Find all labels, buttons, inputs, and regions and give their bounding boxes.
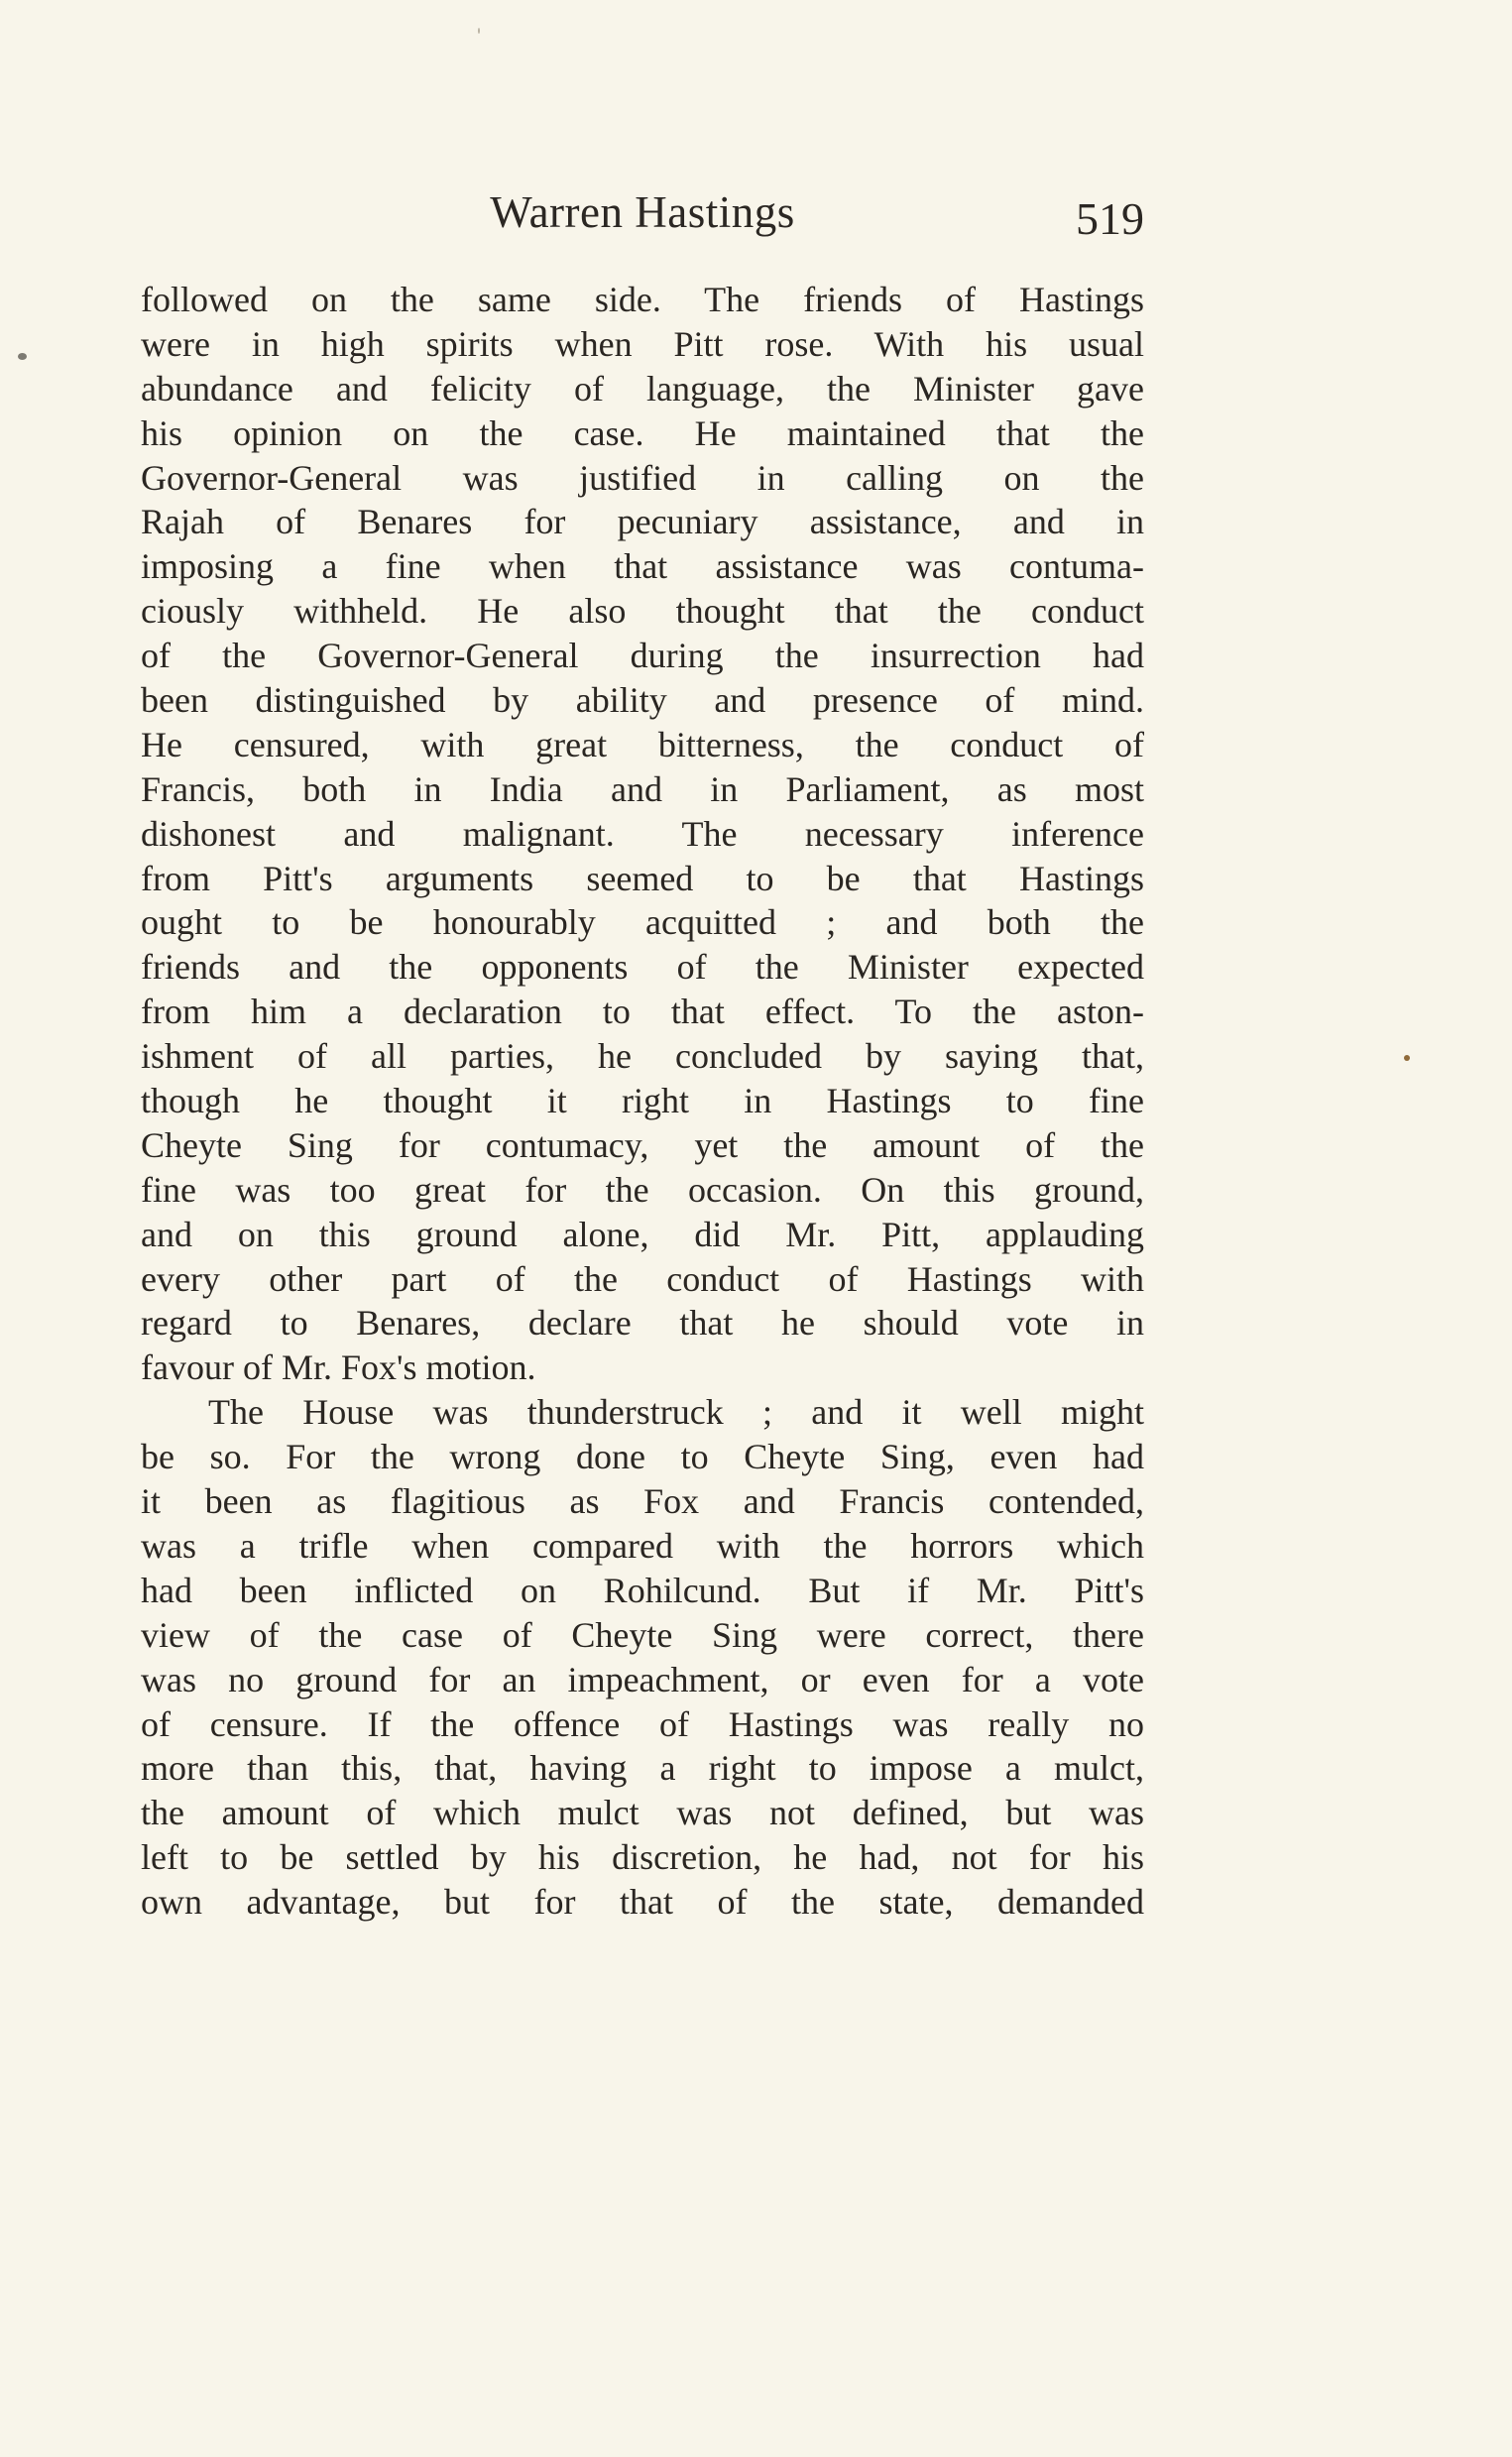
text-line: ought to be honourably acquitted ; and both the <box>141 902 1144 943</box>
text-line: ishment of all parties, he concluded by saying that, <box>141 1036 1144 1077</box>
text-line: ciously withheld. He also thought that the conduct <box>141 591 1144 632</box>
text-line: left to be settled by his discretion, he had, not for his <box>141 1837 1144 1878</box>
text-line: had been inflicted on Rohilcund. But if Mr. Pitt's <box>141 1570 1144 1610</box>
text-line: be so. For the wrong done to Cheyte Sing, even had <box>141 1437 1144 1477</box>
text-line: it been as flagitious as Fox and Francis contended, <box>141 1481 1144 1522</box>
text-line: every other part of the conduct of Hastings with <box>141 1258 1144 1299</box>
paper-speck-left <box>18 353 27 360</box>
paragraph-start-line: The House was thunderstruck ; and it well might <box>208 1392 1144 1433</box>
body-text <box>141 278 1144 1925</box>
paragraph-end-line: favour of Mr. Fox's motion. <box>141 1347 536 1388</box>
text-line: from Pitt's arguments seemed to be that Hastings <box>141 858 1144 898</box>
text-line: been distinguished by ability and presence of mind. <box>141 680 1144 721</box>
text-line: Rajah of Benares for pecuniary assistance, and in <box>141 502 1144 542</box>
text-line: own advantage, but for that of the state, demanded <box>141 1882 1144 1923</box>
text-line: dishonest and malignant. The necessary inference <box>141 813 1144 854</box>
text-line: was a trifle when compared with the horrors which <box>141 1525 1144 1566</box>
text-line: followed on the same side. The friends of Hastings <box>141 280 1144 319</box>
text-line: were in high spirits when Pitt rose. With his usual <box>141 323 1144 364</box>
text-line: his opinion on the case. He maintained that the <box>141 412 1144 453</box>
text-line: of the Governor-General during the insurrection had <box>141 636 1144 676</box>
text-line: Cheyte Sing for contumacy, yet the amount of the <box>141 1124 1144 1165</box>
running-head <box>141 186 1144 246</box>
text-line: the amount of which mulct was not defined, but was <box>141 1793 1144 1833</box>
text-line: though he thought it right in Hastings to fine <box>141 1081 1144 1121</box>
text-line: and on this ground alone, did Mr. Pitt, applauding <box>141 1214 1144 1254</box>
text-line: view of the case of Cheyte Sing were correct, there <box>141 1614 1144 1655</box>
text-line: He censured, with great bitterness, the conduct of <box>141 724 1144 764</box>
text-line: was no ground for an impeachment, or even for a vote <box>141 1659 1144 1699</box>
page-number: 519 <box>1076 193 1144 244</box>
text-line: friends and the opponents of the Minister expected <box>141 947 1144 988</box>
paper-speck-right <box>1404 1055 1410 1061</box>
text-line: abundance and felicity of language, the Minister gave <box>141 368 1144 409</box>
text-line: imposing a fine when that assistance was contuma- <box>141 546 1144 587</box>
text-line: Francis, both in India and in Parliament, as most <box>141 768 1144 809</box>
text-line: from him a declaration to that effect. To the aston- <box>141 992 1144 1032</box>
text-line: more than this, that, having a right to impose a mulct, <box>141 1748 1144 1789</box>
text-line: Governor-General was justified in calling on the <box>141 457 1144 498</box>
paper-speck-top <box>478 28 480 34</box>
running-title: Warren Hastings <box>490 187 795 237</box>
text-line: fine was too great for the occasion. On this ground, <box>141 1169 1144 1210</box>
text-line: regard to Benares, declare that he should vote in <box>141 1303 1144 1344</box>
text-line: of censure. If the offence of Hastings was really no <box>141 1703 1144 1744</box>
